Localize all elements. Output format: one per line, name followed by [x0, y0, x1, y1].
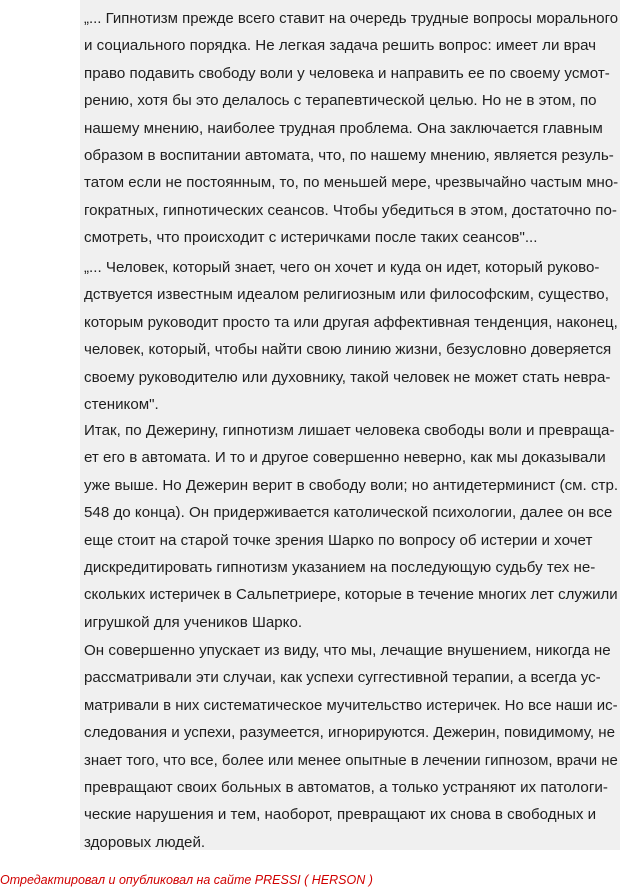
text-line: стеником".: [84, 396, 159, 414]
text-line: Он совершенно упускает из виду, что мы, лечащие внушением, никогда не: [84, 642, 611, 659]
text-line: ческие нарушения и тем, наоборот, превращают их снова в свободных и: [84, 806, 597, 824]
text-line: еще стоит на старой точке зрения Шарко по вопросу об истерии и хочет: [84, 531, 593, 549]
footer-credit: Отредактировал и опубликовал на сайте PRESSI ( HERSON ): [0, 873, 373, 887]
text-line: право подавить свободу воли у человека и направить ее по своему усмот-: [84, 64, 610, 82]
paragraph-2: [84, 254, 620, 418]
text-line: которым руководит просто та или другая аффективная тенденция, наконец,: [84, 313, 618, 331]
text-line: гократных, гипнотических сеансов. Чтобы убедиться в этом, достаточно по-: [84, 201, 617, 219]
text-line: рассматривали эти случаи, как успехи суггестивной терапии, а всегда ус-: [84, 669, 601, 687]
text-line: 548 до конца). Он придерживается католической психологии, далее он все: [84, 504, 613, 522]
text-line: образом в воспитании автомата, что, по нашему мнению, является резуль-: [84, 147, 614, 165]
text-line: дискредитировать гипнотизм указанием на последующую судьбу тех не-: [84, 559, 596, 577]
text-line: „... Гипнотизм прежде всего ставит на очередь трудные вопросы морального: [84, 10, 619, 27]
paragraph-3: [84, 417, 620, 636]
text-line: скольких истеричек в Сальпетриере, которые в течение многих лет служили: [84, 586, 618, 604]
paragraph-4: [84, 637, 620, 856]
text-line: рению, хотя бы это делалось с терапевтической целью. Но не в этом, по: [84, 92, 597, 110]
text-line: Итак, по Дежерину, гипнотизм лишает человека свободы воли и превраща-: [84, 422, 615, 439]
text-line: матривали в них систематическое мучительство истеричек. Но все наши ис-: [84, 696, 618, 714]
text-line: смотреть, что происходит с истеричками после таких сеансов"...: [84, 229, 538, 247]
text-line: уже выше. Но Дежерин верит в свободу воли; но антидетерминист (см. стр.: [84, 476, 619, 494]
text-line: превращают своих больных в автоматов, а только устраняют их патологи-: [84, 779, 608, 797]
text-line: следования и успехи, разумеется, игнорируются. Дежерин, повидимому, не: [84, 724, 616, 742]
text-line: человек, который, чтобы найти свою линию жизни, безусловно доверяется: [84, 341, 612, 359]
text-line: своему руководителю или духовнику, такой человек не может стать невра-: [84, 368, 611, 386]
text-line: дствуется известным идеалом религиозным или философским, существо,: [84, 286, 609, 304]
paragraph-1: [84, 5, 620, 252]
text-line: „... Человек, который знает, чего он хочет и куда он идет, который руково-: [84, 259, 600, 276]
text-line: нашему мнению, наиболее трудная проблема. Она заключается главным: [84, 119, 603, 137]
text-line: ет его в автомата. И то и другое совершенно неверно, как мы доказывали: [84, 449, 606, 467]
text-line: знает того, что все, более или менее опытные в лечении гипнозом, врачи не: [84, 751, 618, 769]
text-line: и социального порядка. Не легкая задача решить вопрос: имеет ли врач: [84, 37, 597, 55]
text-line: здоровых людей.: [84, 833, 206, 851]
text-line: игрушкой для учеников Шарко.: [84, 613, 303, 631]
text-line: татом если не постоянным, то, по меньшей мере, чрезвычайно частым мно-: [84, 174, 619, 192]
